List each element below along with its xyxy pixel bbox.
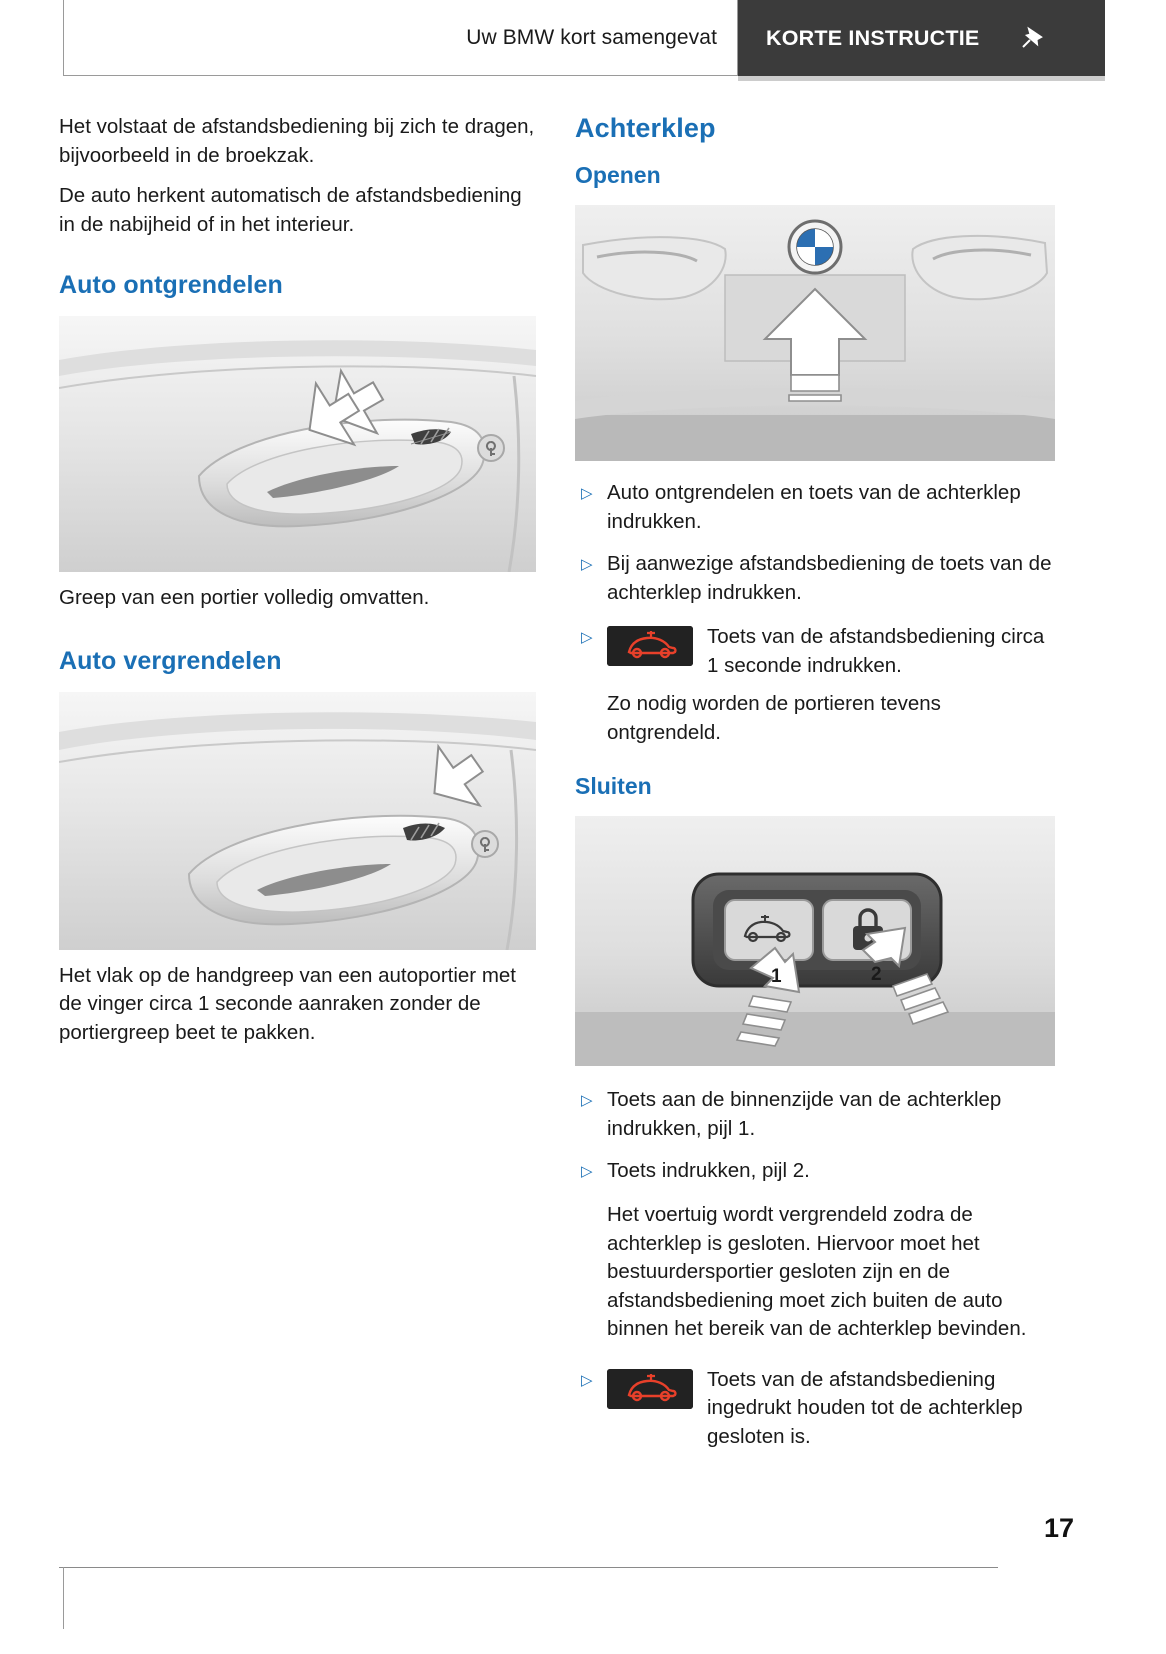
bullet-open-2 xyxy=(575,550,1055,607)
bullet-open-3-text: Toets van de afstandsbediening circa 1 seconde indrukken. xyxy=(707,625,1045,677)
bullet-open-3 xyxy=(575,623,1055,680)
triangle-bullet-icon: ▷ xyxy=(581,629,593,646)
triangle-bullet-icon: ▷ xyxy=(581,556,593,573)
caption-auto-unlock: Greep van een portier volledig omvatten. xyxy=(59,586,430,609)
triangle-bullet-icon: ▷ xyxy=(581,1092,593,1109)
bullet-close-1-text: Toets aan de binnenzijde van de achterklep indrukken, pijl 1. xyxy=(607,1088,1002,1140)
section-heading-auto-unlock: Auto ontgrendelen xyxy=(59,271,283,299)
intro-paragraph-2: De auto herkent automatisch de afstandsbediening in de nabijheid of in het interieur. xyxy=(59,184,522,236)
door-handle-unlock-illustration xyxy=(59,316,536,572)
footer-left-rule xyxy=(63,1567,64,1629)
subsection-heading-open: Openen xyxy=(575,162,661,188)
bullet-open-1 xyxy=(575,479,1055,536)
triangle-bullet-icon: ▷ xyxy=(581,1163,593,1180)
left-column xyxy=(59,113,536,1047)
bullet-open-1-text: Auto ontgrendelen en toets van de achterklep indrukken. xyxy=(607,481,1021,533)
section-heading-auto-lock: Auto vergrendelen xyxy=(59,646,282,675)
triangle-bullet-icon: ▷ xyxy=(581,1371,593,1389)
running-title-box xyxy=(63,0,738,76)
note-close: Het voertuig wordt vergrendeld zodra de achterklep is gesloten. Hiervoor moet het bestuurdersportier gesloten zijn en de afstandsbediening moet zich buiten de auto binnen het bereik van de achterklep bevinden. xyxy=(607,1203,1027,1340)
section-heading-tailgate: Achterklep xyxy=(575,113,716,143)
bullet-close-1 xyxy=(575,1086,1055,1143)
subsection-heading-close: Sluiten xyxy=(575,773,652,799)
bullet-close-2 xyxy=(575,1157,1055,1187)
chapter-tab xyxy=(738,0,1105,76)
triangle-bullet-icon: ▷ xyxy=(581,485,593,502)
running-title: Uw BMW kort samengevat xyxy=(466,25,717,49)
page-number: 17 xyxy=(1043,1513,1074,1543)
bullet-close-3-text: Toets van de afstandsbediening ingedrukt houden tot de achterklep gesloten is. xyxy=(707,1367,1023,1448)
chapter-tab-label: KORTE INSTRUCTIE xyxy=(766,25,980,50)
svg-text:1: 1 xyxy=(771,966,782,987)
caption-auto-lock: Het vlak op de handgreep van een autoportier met de vinger circa 1 seconde aanraken zonder de portiergreep beet te pakken. xyxy=(59,963,516,1044)
intro-paragraph-1: Het volstaat de afstandsbediening bij zich te dragen, bijvoorbeeld in de broekzak. xyxy=(59,115,535,167)
note-open: Zo nodig worden de portieren tevens ontgrendeld. xyxy=(607,692,941,744)
door-handle-lock-illustration xyxy=(59,692,536,950)
bullet-close-2-text: Toets indrukken, pijl 2. xyxy=(607,1159,810,1182)
remote-key-tailgate-icon xyxy=(607,626,693,666)
header-tab-shadow xyxy=(738,76,1105,81)
pin-icon xyxy=(1019,25,1045,51)
right-column xyxy=(575,113,1055,1457)
svg-text:2: 2 xyxy=(871,964,882,985)
tailgate-close-buttons-illustration xyxy=(575,816,1055,1066)
footer-rule xyxy=(59,1567,998,1568)
tailgate-open-illustration xyxy=(575,205,1055,461)
bullet-open-2-text: Bij aanwezige afstandsbediening de toets van de achterklep indrukken. xyxy=(607,552,1052,604)
remote-key-tailgate-icon xyxy=(607,1369,693,1409)
bullet-close-3 xyxy=(575,1366,1055,1452)
page-header xyxy=(0,0,1166,76)
